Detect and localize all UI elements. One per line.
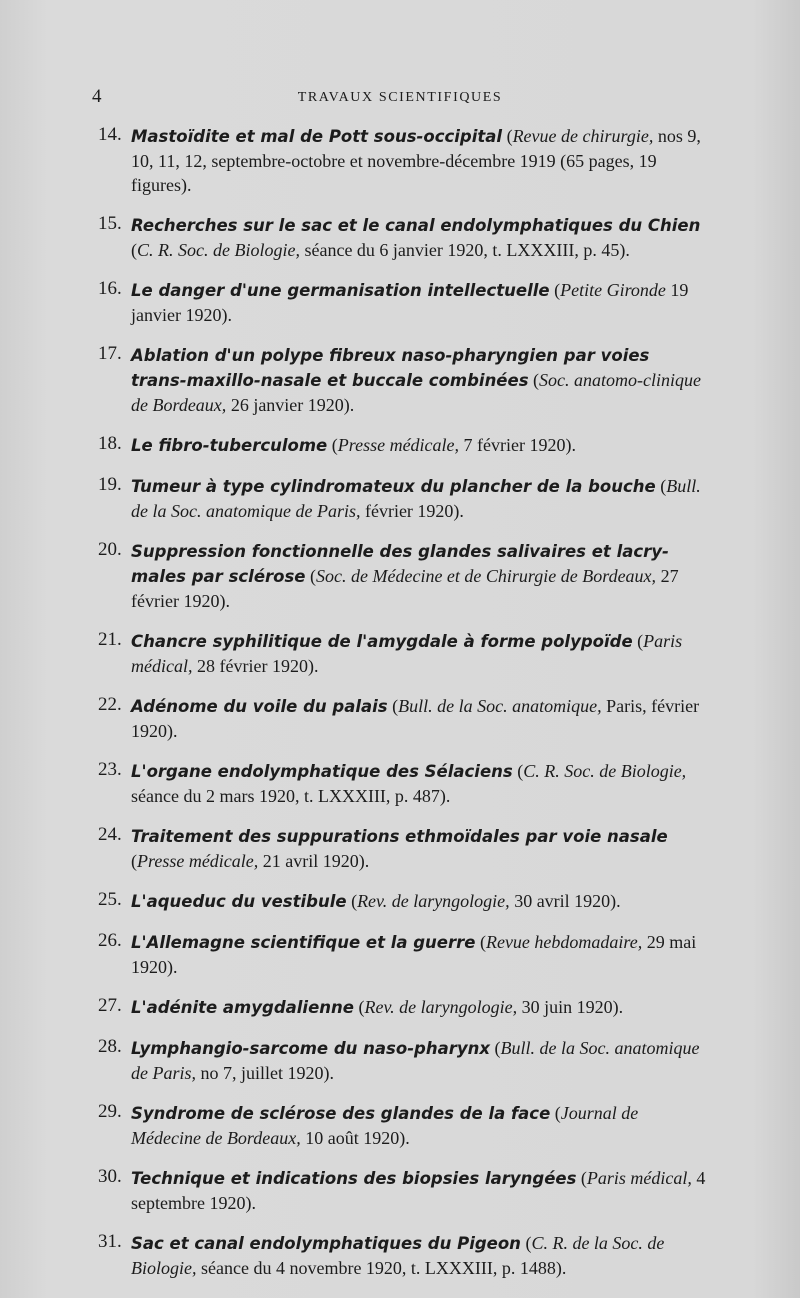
entry-number: 23. (98, 759, 122, 780)
bibliography-entry (98, 539, 710, 613)
entry-open-paren: ( (327, 435, 338, 455)
entry-details: séance du 4 novembre 1920, t. LXXXIII, p. 1488). (196, 1258, 567, 1278)
entry-details: 27 février 1920). (131, 566, 679, 611)
entry-title: Syndrome de sclérose des glandes de la face (131, 1104, 551, 1123)
entry-number: 26. (98, 930, 122, 951)
bibliography-entry (98, 930, 710, 979)
entry-source: Journal de Médecine de Bordeaux, (131, 1103, 639, 1148)
entry-details: 30 avril 1920). (509, 891, 621, 911)
entry-source: Paris médical, (131, 631, 683, 676)
bibliography-entry (98, 1166, 710, 1215)
bibliography-entry (98, 629, 710, 678)
entry-source: Soc. anatomo-clinique de Bordeaux, (131, 370, 701, 415)
entry-details: 7 février 1920). (459, 435, 577, 455)
entry-text (131, 694, 710, 743)
entry-open-paren: ( (387, 696, 399, 716)
entry-open-paren: ( (550, 1103, 561, 1123)
entry-open-paren: ( (305, 566, 316, 586)
entry-open-paren: ( (131, 240, 137, 260)
entry-title: Chancre syphilitique de l'amygdale à forme polypoïde (131, 632, 633, 651)
entry-source: C. R. Soc. de Biologie, (523, 761, 687, 781)
bibliography-entry (98, 1101, 710, 1150)
bibliography-entry (98, 824, 710, 873)
entry-source: Paris médical, (586, 1168, 692, 1188)
entry-number: 22. (98, 694, 122, 715)
entry-title: Sac et canal endolymphatiques du Pigeon (131, 1234, 521, 1253)
entry-text (131, 213, 710, 262)
entry-number: 18. (98, 433, 122, 454)
entry-details: 29 mai 1920). (131, 932, 697, 977)
entry-title: Technique et indications des biopsies laryngées (131, 1169, 577, 1188)
entry-title: L'Allemagne scientifique et la guerre (131, 933, 476, 952)
page-number: 4 (92, 86, 102, 107)
entry-text (131, 995, 710, 1020)
entry-title: Mastoïdite et mal de Pott sous-occipital (131, 127, 503, 146)
entry-open-paren: ( (576, 1168, 587, 1188)
entry-details: séance du 2 mars 1920, t. LXXXIII, p. 487). (131, 786, 451, 806)
entry-title: L'adénite amygdalienne (131, 998, 354, 1017)
entry-open-paren: ( (512, 761, 524, 781)
entry-title: L'organe endolymphatique des Sélaciens (131, 762, 513, 781)
entry-open-paren: ( (131, 851, 137, 871)
entry-text (131, 433, 710, 458)
entry-title: Ablation d'un polype fibreux naso-pharyngien par voies trans-maxillo-nasale et buccale combinées (131, 346, 650, 390)
entry-open-paren: ( (353, 997, 365, 1017)
entry-open-paren: ( (528, 370, 540, 390)
entry-details: 30 juin 1920). (517, 997, 624, 1017)
entry-number: 20. (98, 539, 122, 560)
entry-details: 26 janvier 1920). (226, 395, 355, 415)
entry-text (131, 278, 710, 327)
entry-source: Revue hebdomadaire, (485, 932, 643, 952)
entry-number: 25. (98, 889, 122, 910)
entry-text (131, 474, 710, 523)
entry-details: 10 août 1920). (300, 1128, 410, 1148)
entry-title: Traitement des suppurations ethmoïdales par voie nasale (131, 827, 668, 846)
entry-number: 30. (98, 1166, 122, 1187)
entry-title: Lymphangio-sarcome du naso-pharynx (131, 1039, 491, 1058)
bibliography-entry (98, 694, 710, 743)
entry-details: 4 septembre 1920). (131, 1168, 706, 1213)
bibliography-entry (98, 889, 710, 914)
entry-source: Revue de chirurgie, (512, 126, 654, 146)
bibliography-list (98, 124, 710, 1296)
entry-text (131, 889, 710, 914)
entry-details: 21 avril 1920). (258, 851, 370, 871)
entry-title: Le danger d'une germanisation intellectuelle (131, 281, 550, 300)
bibliography-entry (98, 995, 710, 1020)
bibliography-entry (98, 433, 710, 458)
bibliography-entry (98, 1231, 710, 1280)
entry-source: Bull. de la Soc. anatomique de Paris, (131, 476, 701, 521)
entry-source: Rev. de laryngologie, (364, 997, 518, 1017)
entry-source: Soc. de Médecine et de Chirurgie de Bordeaux, (316, 566, 657, 586)
entry-details: no 7, juillet 1920). (196, 1063, 334, 1083)
bibliography-entry (98, 278, 710, 327)
entry-title: Suppression fonctionnelle des glandes salivaires et lacry-males par sclérose (131, 542, 669, 586)
entry-number: 14. (98, 124, 122, 145)
entry-source: Presse médicale, (137, 851, 259, 871)
entry-source: C. R. de la Soc. de Biologie, (131, 1233, 665, 1278)
entry-text (131, 343, 710, 417)
entry-open-paren: ( (655, 476, 667, 496)
entry-text (131, 1101, 710, 1150)
bibliography-entry (98, 474, 710, 523)
entry-details: Paris, février 1920). (131, 696, 700, 741)
entry-number: 28. (98, 1036, 122, 1057)
entry-open-paren: ( (475, 932, 486, 952)
entry-source: Bull. de la Soc. anatomique, (398, 696, 602, 716)
entry-source: Rev. de laryngologie, (357, 891, 510, 911)
page-header (0, 86, 800, 112)
entry-title: Adénome du voile du palais (131, 697, 388, 716)
entry-source: C. R. Soc. de Biologie, (137, 240, 300, 260)
entry-open-paren: ( (346, 891, 358, 911)
entry-text (131, 1036, 710, 1085)
entry-open-paren: ( (502, 126, 513, 146)
entry-text (131, 824, 710, 873)
entry-title: Recherches sur le sac et le canal endolymphatiques du Chien (131, 216, 701, 235)
entry-details: séance du 6 janvier 1920, t. LXXXIII, p. 45). (299, 240, 630, 260)
entry-title: Le fibro-tuberculome (131, 436, 328, 455)
bibliography-entry (98, 124, 710, 197)
entry-source: Petite Gironde (560, 280, 666, 300)
running-title: TRAVAUX SCIENTIFIQUES (297, 90, 503, 105)
entry-number: 19. (98, 474, 122, 495)
entry-text (131, 124, 710, 197)
entry-details: 19 janvier 1920). (131, 280, 689, 325)
entry-number: 31. (98, 1231, 122, 1252)
entry-details: février 1920). (360, 501, 464, 521)
entry-title: L'aqueduc du vestibule (131, 892, 347, 911)
entry-open-paren: ( (490, 1038, 501, 1058)
entry-text (131, 1231, 710, 1280)
entry-open-paren: ( (549, 280, 561, 300)
entry-number: 17. (98, 343, 122, 364)
entry-open-paren: ( (632, 631, 644, 651)
entry-number: 15. (98, 213, 122, 234)
entry-number: 16. (98, 278, 122, 299)
entry-title: Tumeur à type cylindromateux du plancher de la bouche (131, 477, 656, 496)
entry-source: Presse médicale, (337, 435, 460, 455)
entry-details: nos 9, 10, 11, 12, septembre-octobre et novembre-décembre 1919 (65 pages, 19 figures). (131, 126, 701, 195)
entry-number: 29. (98, 1101, 122, 1122)
entry-text (131, 539, 710, 613)
entry-number: 21. (98, 629, 122, 650)
entry-details: 28 février 1920). (192, 656, 319, 676)
bibliography-entry (98, 1036, 710, 1085)
entry-text (131, 759, 710, 808)
bibliography-entry (98, 759, 710, 808)
bibliography-entry (98, 343, 710, 417)
entry-text (131, 1166, 710, 1215)
entry-text (131, 930, 710, 979)
entry-number: 27. (98, 995, 122, 1016)
entry-source: Bull. de la Soc. anatomique de Paris, (131, 1038, 700, 1083)
bibliography-entry (98, 213, 710, 262)
entry-number: 24. (98, 824, 122, 845)
entry-open-paren: ( (520, 1233, 532, 1253)
entry-text (131, 629, 710, 678)
